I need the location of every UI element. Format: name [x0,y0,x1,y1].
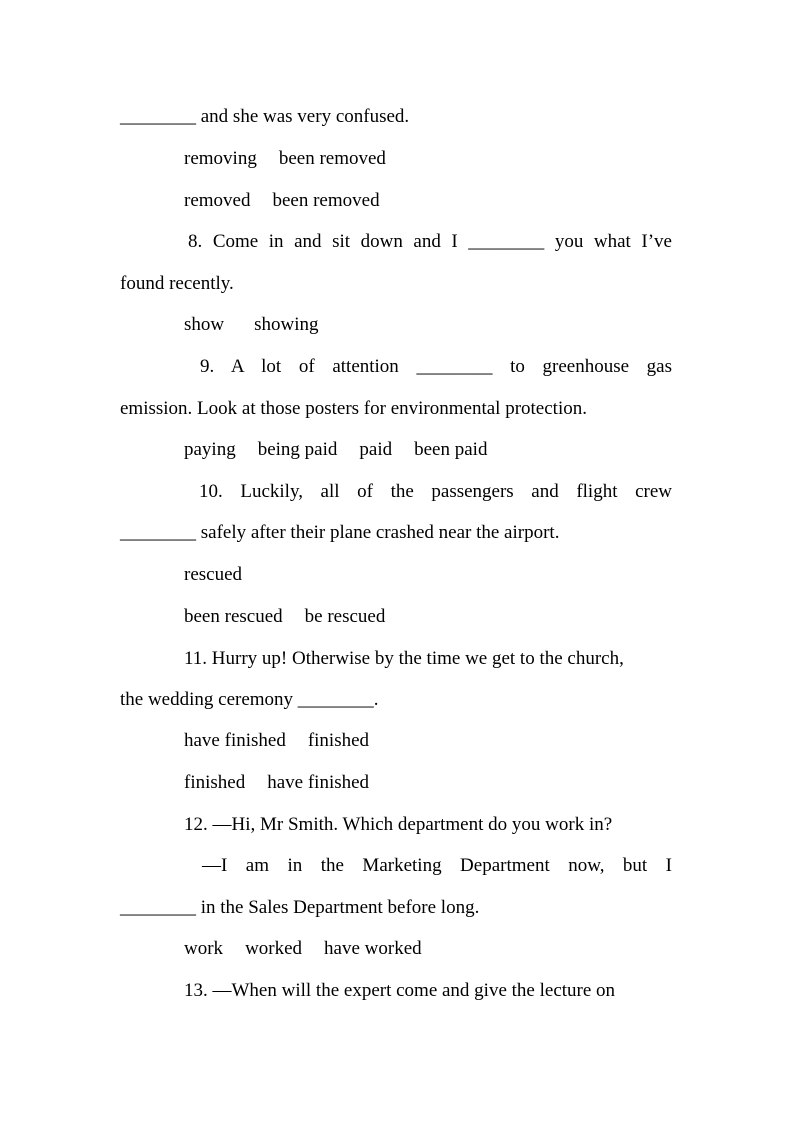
question-9-text: 9. A lot of attention ________ to greenhouse gas [200,356,672,377]
text-line: emission. Look at those posters for environmental protection. [120,398,587,419]
question-12-text: 12. —Hi, Mr Smith. Which department do you work in? [184,814,613,835]
text-line: ________ in the Sales Department before long. [120,897,480,918]
option: be rescued [304,606,386,627]
option: have worked [324,938,422,959]
options-line [184,189,380,213]
options-line [184,147,386,171]
options-line [184,771,369,795]
question-11-text: 11. Hurry up! Otherwise by the time we get to the church, [184,648,624,669]
option: been removed [272,190,380,211]
option: removed [184,190,251,211]
option: show [184,314,225,335]
option: finished [307,730,370,751]
options-line [184,438,487,462]
text-line: found recently. [120,273,234,294]
option: been paid [414,439,488,460]
option: showing [254,314,319,335]
options-line [184,313,319,337]
question-8-text: 8. Come in and sit down and I ________ you what I’ve [188,231,672,252]
option: been removed [278,148,386,169]
question-13-text: 13. —When will the expert come and give the lecture on [184,980,616,1001]
option: been rescued [184,606,283,627]
option: have finished [267,772,370,793]
text-line: —I am in the Marketing Department now, but I [202,855,672,876]
text-line: ________ safely after their plane crashed near the airport. [120,522,560,543]
options-line [184,937,422,961]
options-line [184,729,369,753]
text-line: ________ and she was very confused. [120,106,410,127]
option: rescued [184,564,243,585]
options-line [184,605,385,629]
options-line [184,563,242,587]
option: have finished [184,730,286,751]
text-line: the wedding ceremony ________. [120,689,379,710]
option: finished [184,772,246,793]
option: worked [245,938,303,959]
option: paid [359,439,393,460]
option: paying [184,439,236,460]
option: being paid [257,439,338,460]
option: removing [184,148,257,169]
option: work [184,938,224,959]
question-10-text: 10. Luckily, all of the passengers and flight crew [199,481,672,502]
